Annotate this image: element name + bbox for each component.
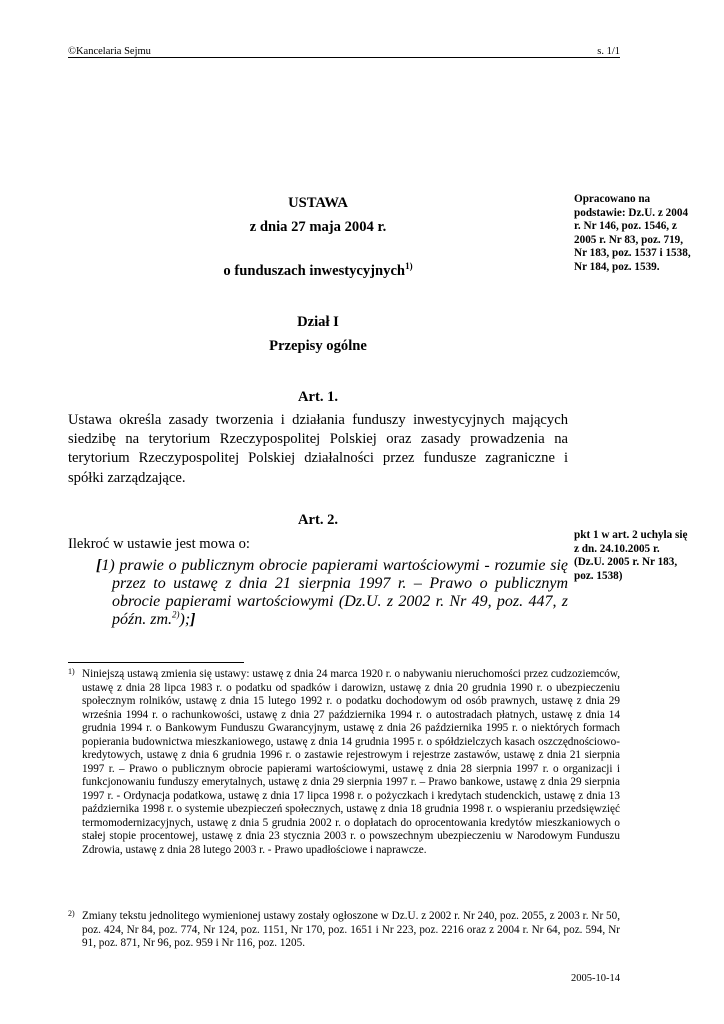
repeal-bracket-close: ] [190,611,196,628]
article-1-text: Ustawa określa zasady tworzenia i działania funduszy inwestycyjnych mających siedzibę na terytorium Rzeczypospolitej Polskiej oraz zasady prowadzenia na terytorium Rzeczypospolitej Polskiej działalności przez fundusze zagraniczne i spółki zarządzające. [68,412,568,486]
footnote-1-number: 1) [68,667,75,676]
item-1-text: 1) prawie o publicznym obrocie papierami wartościowymi - rozumie się przez to ustawę z dnia 21 sierpnia 1997 r. – Prawo o publicznym obrocie papierami wartościowymi (Dz.U. z 2002 r. Nr 49, poz. 447, z późn. zm. [101,557,568,628]
article-2-item-1-body [92,557,568,629]
division-title: Przepisy ogólne [269,338,367,354]
footnote-ref-1[interactable]: 1) [405,261,413,272]
side-note-repeal: pkt 1 w art. 2 uchyla się z dn. 24.10.2005 r. (Dz.U. 2005 r. Nr 183, poz. 1538) [574,529,688,582]
article-2-item-1 [92,557,568,629]
subject-text: o funduszach inwestycyjnych [223,263,406,279]
header-source: ©Kancelaria Sejmu [68,46,151,57]
article-2-intro: Ilekroć w ustawie jest mowa o: [68,536,250,552]
document-subject [68,262,568,281]
document-title: USTAWA [288,195,348,211]
footnote-2-number: 2) [68,909,75,918]
footnote-1-text: Niniejszą ustawą zmienia się ustawy: ustawę z dnia 24 marca 1920 r. o nabywaniu nieruchomości przez cudzoziemców, ustawę z dnia 28 lipca 1983 r. o podatku od spadków i darowizn, ustawę z dnia 20 grudnia 1990 r. o ubezpieczeniu społecznym rolników, ustawę z dnia 15 lutego 1992 r. o podatku dochodowym od osób prawnych, ustawę z dnia 29 września 1994 r. o rachunkowości, ustawę z dnia 27 października 1994 r. o autostradach płatnych, ustawę z dnia 14 grudnia 1994 r. o Bankowym Funduszu Gwarancyjnym, ustawę z dnia 26 października 1995 r. o niektórych formach popierania budownictwa mieszkaniowego, ustawę z dnia 14 grudnia 1995 r. o spółdzielczych kasach oszczędnościowo-kredytowych, ustawę z dnia 6 grudnia 1996 r. o zastawie rejestrowym i rejestrze zastawów, ustawę z dnia 21 sierpnia 1997 r. – Prawo o publicznym obrocie papierami wartościowymi, ustawę z dnia 28 sierpnia 1997 r. o organizacji i funkcjonowaniu funduszy emerytalnych, ustawę z dnia 29 sierpnia 1997 r. – Prawo bankowe, ustawę z dnia 29 sierpnia 1997 r. - Ordynacja podatkowa, ustawę z dnia 17 lipca 1998 r. o pożyczkach i kredytach studenckich, ustawę z dnia 13 października 1998 r. o systemie ubezpieczeń społecznych, ustawę z dnia 18 grudnia 1998 r. o wspieraniu przedsięwzięć termomodernizacyjnych, ustawę z dnia 5 grudnia 2002 r. o dopłatach do oprocentowania kredytów mieszkaniowych o stałej stopie procentowej, ustawę z dnia 23 stycznia 2003 r. o powszechnym ubezpieczeniu w Narodowym Funduszu Zdrowia, ustawę z dnia 28 lutego 2003 r. - Prawo upadłościowe i naprawcze. [82,668,620,856]
footnote-2 [68,910,620,951]
footnote-ref-2[interactable]: 2) [172,609,180,620]
article-2-heading: Art. 2. [297,512,339,528]
header-divider [68,57,620,58]
item-1-tail: ); [179,611,191,628]
division-heading: Dział I [297,314,339,330]
document-date: z dnia 27 maja 2004 r. [249,219,387,235]
repeal-bracket-open: [ [96,557,102,574]
footer-date: 2005-10-14 [571,973,620,984]
footnote-2-text: Zmiany tekstu jednolitego wymienionej ustawy zostały ogłoszone w Dz.U. z 2002 r. Nr 240, poz. 2055, z 2003 r. Nr 50, poz. 424, Nr 84, poz. 774, Nr 124, poz. 1151, Nr 170, poz. 1651 i Nr 223, poz. 2216 oraz z 2004 r. Nr 64, poz. 594, Nr 91, poz. 871, Nr 96, poz. 959 i Nr 116, poz. 1205. [82,910,620,949]
footnote-divider [68,662,244,663]
footnote-1 [68,668,620,857]
side-note-source: Opracowano na podstawie: Dz.U. z 2004 r. Nr 146, poz. 1546, z 2005 r. Nr 83, poz. 719, Nr 183, poz. 1537 i 1538, Nr 184, poz. 1539. [574,193,691,273]
article-1-heading: Art. 1. [297,389,339,405]
header-page-number: s. 1/1 [597,46,620,57]
